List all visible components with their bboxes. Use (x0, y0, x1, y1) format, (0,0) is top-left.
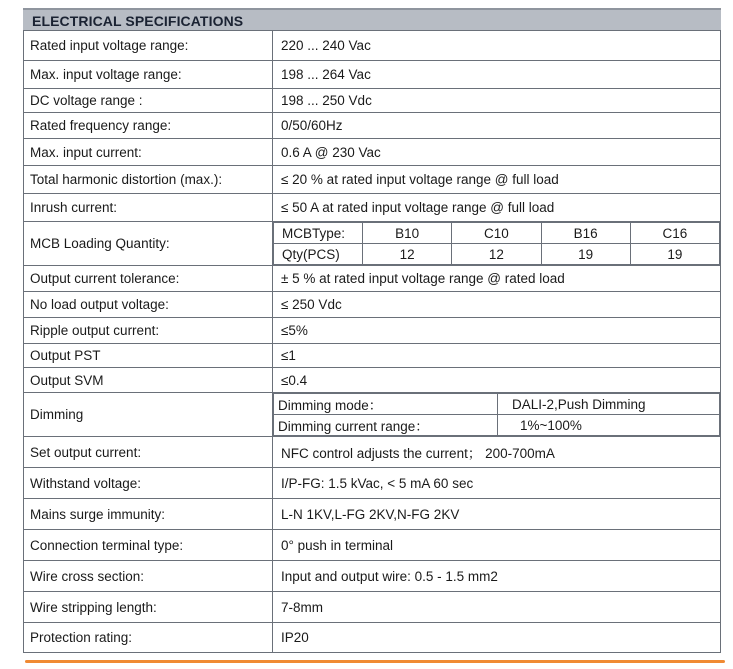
table-row (24, 623, 721, 653)
table-row (24, 113, 721, 139)
dimming-range-row (274, 415, 720, 436)
spec-value: Input and output wire: 0.5 - 1.5 mm2 (273, 561, 721, 592)
mcb-type-c10: C10 (452, 223, 541, 244)
mcb-type-b16: B16 (541, 223, 630, 244)
dimming-range-value: 1%~100% (498, 415, 720, 436)
spec-label: Connection terminal type: (24, 530, 273, 561)
mcb-row (24, 222, 721, 266)
mcb-qty-header: Qty(PCS) (274, 244, 363, 265)
table-row (24, 139, 721, 166)
spec-value: 198 ... 250 Vdc (273, 89, 721, 113)
spec-value: ± 5 % at rated input voltage range @ rated load (273, 266, 721, 292)
spec-label: Output SVM (24, 368, 273, 393)
table-row (24, 89, 721, 113)
table-row (24, 266, 721, 292)
spec-label: Protection rating: (24, 623, 273, 653)
spec-value: NFC control adjusts the current； 200-700mA (273, 437, 721, 468)
spec-label: Rated input voltage range: (24, 31, 273, 61)
spec-label: No load output voltage: (24, 292, 273, 318)
table-row (24, 166, 721, 194)
table-row (24, 468, 721, 499)
dimming-mode-label: Dimming mode： (274, 394, 498, 415)
table-row (24, 592, 721, 623)
mcb-qty-b16: 19 (541, 244, 630, 265)
table-row (24, 368, 721, 393)
mcb-cell (273, 222, 721, 266)
mcb-qty-c10: 12 (452, 244, 541, 265)
spec-label: Output current tolerance: (24, 266, 273, 292)
spec-value: I/P-FG: 1.5 kVac, < 5 mA 60 sec (273, 468, 721, 499)
mcb-type-b10: B10 (363, 223, 452, 244)
table-row (24, 31, 721, 61)
spec-label: Max. input current: (24, 139, 273, 166)
spec-value: 220 ... 240 Vac (273, 31, 721, 61)
spec-value: ≤ 20 % at rated input voltage range @ full load (273, 166, 721, 194)
spec-label: Set output current: (24, 437, 273, 468)
dimming-mode-value: DALI-2,Push Dimming (498, 394, 720, 415)
table-row (24, 318, 721, 344)
spec-value: ≤1 (273, 344, 721, 368)
table-row (24, 561, 721, 592)
table-row (24, 499, 721, 530)
table-row (24, 292, 721, 318)
mcb-qty-row (274, 244, 720, 265)
spec-value: 7-8mm (273, 592, 721, 623)
spec-sheet (23, 8, 721, 653)
spec-label: Max. input voltage range: (24, 61, 273, 89)
spec-label: Ripple output current: (24, 318, 273, 344)
spec-value: 0° push in terminal (273, 530, 721, 561)
mcb-type-row (274, 223, 720, 244)
spec-label: Inrush current: (24, 194, 273, 222)
mcb-qty-c16: 19 (630, 244, 719, 265)
dimming-label: Dimming (24, 393, 273, 437)
spec-label: Withstand voltage: (24, 468, 273, 499)
spec-value: ≤0.4 (273, 368, 721, 393)
dimming-range-label: Dimming current range： (274, 415, 498, 436)
spec-value: IP20 (273, 623, 721, 653)
spec-label: Rated frequency range: (24, 113, 273, 139)
spec-label: DC voltage range : (24, 89, 273, 113)
mcb-type-c16: C16 (630, 223, 719, 244)
spec-value: 0/50/60Hz (273, 113, 721, 139)
spec-value: 0.6 A @ 230 Vac (273, 139, 721, 166)
spec-label: Output PST (24, 344, 273, 368)
spec-table (23, 30, 721, 653)
spec-value: ≤ 250 Vdc (273, 292, 721, 318)
spec-value: ≤ 50 A at rated input voltage range @ full load (273, 194, 721, 222)
mcb-label: MCB Loading Quantity: (24, 222, 273, 266)
spec-label: Wire cross section: (24, 561, 273, 592)
dimming-row (24, 393, 721, 437)
table-row (24, 194, 721, 222)
table-row (24, 530, 721, 561)
bottom-divider (25, 660, 725, 663)
spec-value: 198 ... 264 Vac (273, 61, 721, 89)
dimming-mode-row (274, 394, 720, 415)
dimming-cell (273, 393, 721, 437)
spec-label: Total harmonic distortion (max.): (24, 166, 273, 194)
spec-value: ≤5% (273, 318, 721, 344)
spec-value: L-N 1KV,L-FG 2KV,N-FG 2KV (273, 499, 721, 530)
dimming-table (273, 393, 720, 436)
table-row (24, 437, 721, 468)
spec-label: Wire stripping length: (24, 592, 273, 623)
table-row (24, 61, 721, 89)
mcb-type-header: MCBType: (274, 223, 363, 244)
spec-label: Mains surge immunity: (24, 499, 273, 530)
table-row (24, 344, 721, 368)
mcb-qty-b10: 12 (363, 244, 452, 265)
section-title: ELECTRICAL SPECIFICATIONS (23, 8, 721, 30)
mcb-table (273, 222, 720, 265)
